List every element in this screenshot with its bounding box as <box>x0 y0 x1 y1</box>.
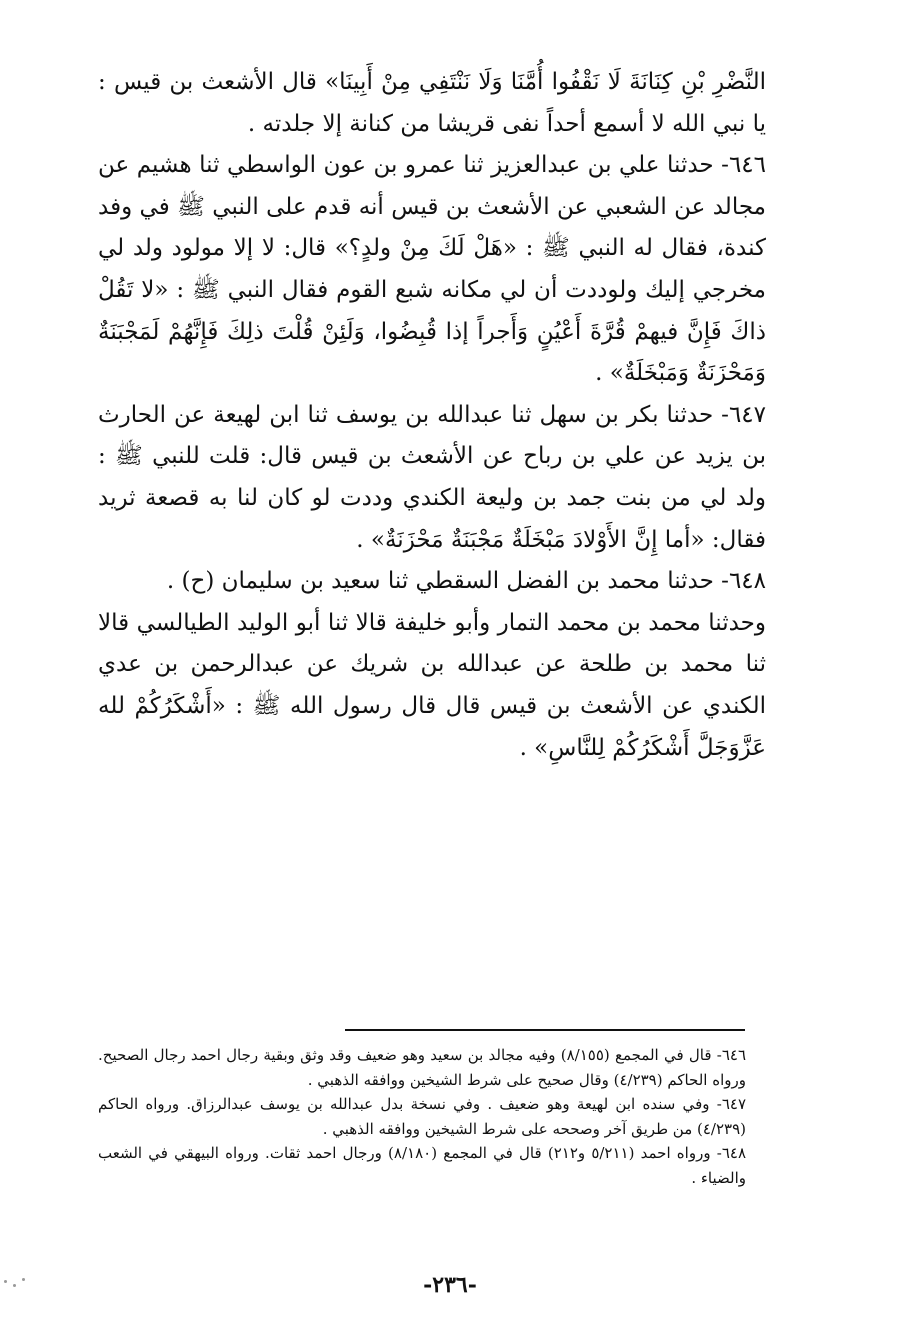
footnotes <box>98 1043 746 1190</box>
paragraph-continuation: النَّضْرِ بْنِ كِنَانَةَ لَا نَقْفُوا أُمَّنَا وَلَا نَنْتَفِي مِنْ أَبِينَا» قال الأشعث بن قيس : يا نبي الله لا أسمع أحداً نفى قريشا من كنانة إلا جلدته . <box>98 69 766 137</box>
scan-speck <box>4 1280 7 1283</box>
footnote-646: ٦٤٦- قال في المجمع (٨/١٥٥) وفيه مجالد بن سعيد وهو ضعيف وقد وثق وبقية رجال احمد رجال الصحيح. ورواه الحاكم (٤/٢٣٩) وقال صحيح على شرط الشيخين ووافقه الذهبي . <box>98 1046 746 1089</box>
page-number: -٢٣٦- <box>423 1272 477 1298</box>
footnote-647: ٦٤٧- وفي سنده ابن لهيعة وهو ضعيف . وفي نسخة بدل عبدالله بن يوسف عبدالرزاق. ورواه الحاكم (٤/٢٣٩) من طريق آخر وصححه على شرط الشيخين ووافقه الذهبي . <box>98 1095 746 1138</box>
paragraph-hadith-646: ٦٤٦- حدثنا علي بن عبدالعزيز ثنا عمرو بن عون الواسطي ثنا هشيم عن مجالد عن الشعبي عن الأشعث بن قيس أنه قدم على النبي ﷺ في وفد كندة، فقال له النبي ﷺ : «هَلْ لَكَ مِنْ ولدٍ؟» قال: لا إلا مولود ولد لي مخرجي إليك ولوددت أن لي مكانه شبع القوم فقال النبي ﷺ : «لا تَقُلْ ذاكَ فَإِنَّ فيهمْ قُرَّةَ أَعْيُنٍ وَأَجراً إذا قُبِضُوا، وَلَئِنْ قُلْتَ ذلِكَ فَإِنَّهُمْ لَمَجْبَنَةٌ وَمَحْزَنَةٌ وَمَبْخَلَةٌ» . <box>98 152 766 387</box>
scan-speck <box>13 1284 16 1287</box>
main-text <box>98 62 766 769</box>
paragraph-hadith-647: ٦٤٧- حدثنا بكر بن سهل ثنا عبدالله بن يوسف ثنا ابن لهيعة عن الحارث بن يزيد عن علي بن رباح عن الأشعث بن قيس قال: قلت للنبي ﷺ : ولد لي من بنت جمد بن وليعة الكندي وددت لو كان لنا به قصعة ثريد فقال: «أما إِنَّ الأَوْلادَ مَبْخَلَةٌ مَجْبَنَةٌ مَحْزَنَةٌ» . <box>98 401 766 553</box>
paragraph-hadith-648-chain: وحدثنا محمد بن محمد التمار وأبو خليفة قالا ثنا أبو الوليد الطيالسي قالا ثنا محمد بن طلحة عن عبدالله بن شريك عن عبدالرحمن بن عدي الكندي عن الأشعث بن قيس قال قال رسول الله ﷺ : «أَشْكَرُكُمْ لله عَزَّوَجَلَّ أَشْكَرُكُمْ لِلنَّاسِ» . <box>98 609 766 761</box>
paragraph-hadith-648: ٦٤٨- حدثنا محمد بن الفضل السقطي ثنا سعيد بن سليمان (ح) . <box>166 568 766 595</box>
footnote-648: ٦٤٨- ورواه احمد (٥/٢١١ و٢١٢) قال في المجمع (٨/١٨٠) ورجال احمد ثقات. ورواه البيهقي في الشعب والضياء . <box>98 1144 746 1187</box>
scan-speck <box>22 1278 25 1281</box>
footnote-divider <box>345 1029 745 1031</box>
